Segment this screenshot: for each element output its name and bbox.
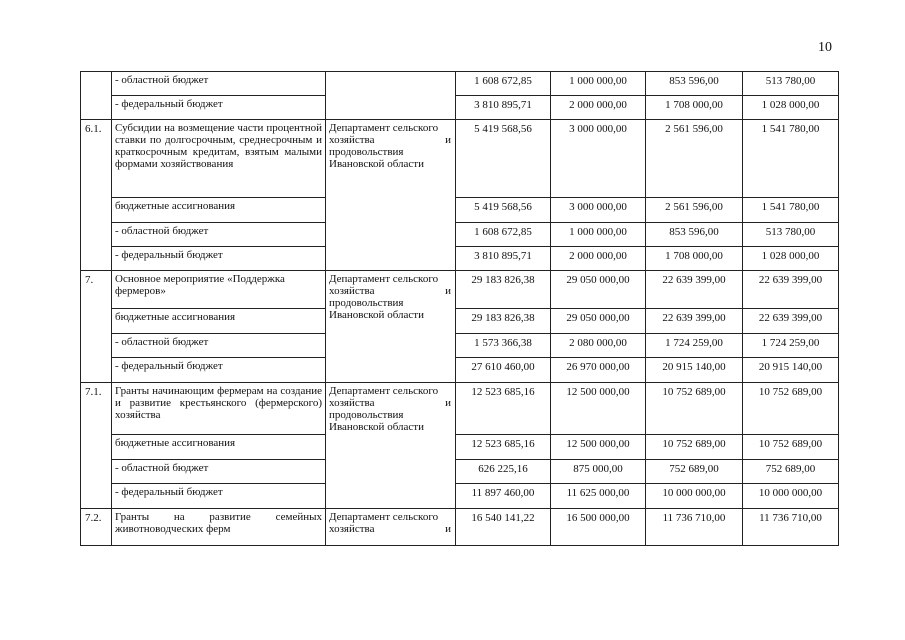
value-cell: 29 183 826,38 [456,309,551,334]
page-number: 10 [818,40,832,55]
department-cell [326,120,456,271]
row-index: 6.1. [81,120,112,271]
department-text: продовольствия [329,409,404,421]
row-description: - областной бюджет [112,72,326,96]
value-cell: 10 752 689,00 [743,383,839,435]
value-cell: 22 639 399,00 [743,271,839,309]
value-cell: 1 541 780,00 [743,198,839,223]
table-row [81,247,839,271]
department-text: Департамент сельского [329,273,439,285]
value-cell: 29 050 000,00 [551,271,646,309]
value-cell: 1 608 672,85 [456,223,551,247]
row-description: - федеральный бюджет [112,484,326,509]
value-cell: 1 724 259,00 [646,334,743,358]
table-row [81,309,839,334]
value-cell: 22 639 399,00 [743,309,839,334]
value-cell: 5 419 568,56 [456,120,551,198]
value-cell: 22 639 399,00 [646,309,743,334]
value-cell: 875 000,00 [551,460,646,484]
table-row [81,435,839,460]
value-cell: 29 183 826,38 [456,271,551,309]
table-row [81,72,839,96]
value-cell: 1 708 000,00 [646,247,743,271]
department-text: хозяйства [329,523,375,535]
value-cell: 2 000 000,00 [551,247,646,271]
row-description: - федеральный бюджет [112,96,326,120]
department-text: Ивановской области [329,309,424,321]
table-row [81,484,839,509]
row-description: - областной бюджет [112,334,326,358]
value-cell: 16 540 141,22 [456,509,551,546]
value-cell: 853 596,00 [646,72,743,96]
department-cell [326,72,456,120]
value-cell: 10 752 689,00 [646,383,743,435]
value-cell: 3 810 895,71 [456,247,551,271]
department-text: и [445,134,451,146]
value-cell: 3 810 895,71 [456,96,551,120]
value-cell: 11 625 000,00 [551,484,646,509]
table-row [81,271,839,309]
value-cell: 3 000 000,00 [551,120,646,198]
row-description: - областной бюджет [112,223,326,247]
row-description: бюджетные ассигнования [112,435,326,460]
value-cell: 12 523 685,16 [456,435,551,460]
value-cell: 5 419 568,56 [456,198,551,223]
table-row [81,96,839,120]
department-text: Ивановской области [329,421,424,433]
row-index: 7. [81,271,112,383]
department-text: Департамент сельского [329,385,439,397]
table-row [81,383,839,435]
table-row [81,509,839,546]
value-cell: 2 080 000,00 [551,334,646,358]
department-text: продовольствия [329,297,404,309]
value-cell: 26 970 000,00 [551,358,646,383]
value-cell: 11 736 710,00 [743,509,839,546]
value-cell: 513 780,00 [743,223,839,247]
department-text: Департамент сельского [329,122,439,134]
value-cell: 752 689,00 [743,460,839,484]
row-description: бюджетные ассигнования [112,198,326,223]
department-text: Департамент сельского [329,511,439,523]
row-description: - федеральный бюджет [112,247,326,271]
department-text: Ивановской области [329,158,424,170]
value-cell: 1 708 000,00 [646,96,743,120]
row-description: Гранты начинающим фермерам на создание и развитие крестьянского (фермерского) хозяйства [112,383,326,435]
value-cell: 2 561 596,00 [646,198,743,223]
value-cell: 513 780,00 [743,72,839,96]
value-cell: 1 028 000,00 [743,247,839,271]
value-cell: 10 000 000,00 [743,484,839,509]
value-cell: 27 610 460,00 [456,358,551,383]
table-row [81,334,839,358]
row-index: 7.1. [81,383,112,509]
value-cell: 16 500 000,00 [551,509,646,546]
budget-table [80,71,839,546]
department-text: хозяйства [329,285,375,297]
value-cell: 1 608 672,85 [456,72,551,96]
index-cell [81,72,112,120]
department-text: продовольствия [329,146,404,158]
table-row [81,198,839,223]
value-cell: 3 000 000,00 [551,198,646,223]
department-text: и [445,285,451,297]
row-description: - федеральный бюджет [112,358,326,383]
value-cell: 20 915 140,00 [743,358,839,383]
value-cell: 1 541 780,00 [743,120,839,198]
row-description: - областной бюджет [112,460,326,484]
value-cell: 1 573 366,38 [456,334,551,358]
row-description: бюджетные ассигнования [112,309,326,334]
department-text: и [445,523,451,535]
value-cell: 2 000 000,00 [551,96,646,120]
table-row [81,460,839,484]
value-cell: 752 689,00 [646,460,743,484]
value-cell: 22 639 399,00 [646,271,743,309]
department-text: хозяйства [329,397,375,409]
value-cell: 20 915 140,00 [646,358,743,383]
value-cell: 1 000 000,00 [551,72,646,96]
department-cell [326,383,456,509]
row-description: Субсидии на возмещение части процентной ставки по долгосрочным, среднесрочным и краткосрочным кредитам, взятым малыми формами хозяйствования [112,120,326,198]
value-cell: 2 561 596,00 [646,120,743,198]
value-cell: 11 897 460,00 [456,484,551,509]
value-cell: 1 000 000,00 [551,223,646,247]
value-cell: 853 596,00 [646,223,743,247]
department-cell [326,509,456,546]
value-cell: 10 752 689,00 [743,435,839,460]
value-cell: 10 000 000,00 [646,484,743,509]
row-index: 7.2. [81,509,112,546]
value-cell: 1 724 259,00 [743,334,839,358]
value-cell: 12 523 685,16 [456,383,551,435]
value-cell: 10 752 689,00 [646,435,743,460]
value-cell: 1 028 000,00 [743,96,839,120]
row-description: Основное мероприятие «Поддержка фермеров» [112,271,326,309]
value-cell: 29 050 000,00 [551,309,646,334]
value-cell: 626 225,16 [456,460,551,484]
department-text: и [445,397,451,409]
value-cell: 12 500 000,00 [551,383,646,435]
value-cell: 12 500 000,00 [551,435,646,460]
department-text: хозяйства [329,134,375,146]
value-cell: 11 736 710,00 [646,509,743,546]
table-row [81,120,839,198]
table-row [81,358,839,383]
department-cell [326,271,456,383]
table-row [81,223,839,247]
row-description: Гранты на развитие семейных животноводческих ферм [112,509,326,546]
